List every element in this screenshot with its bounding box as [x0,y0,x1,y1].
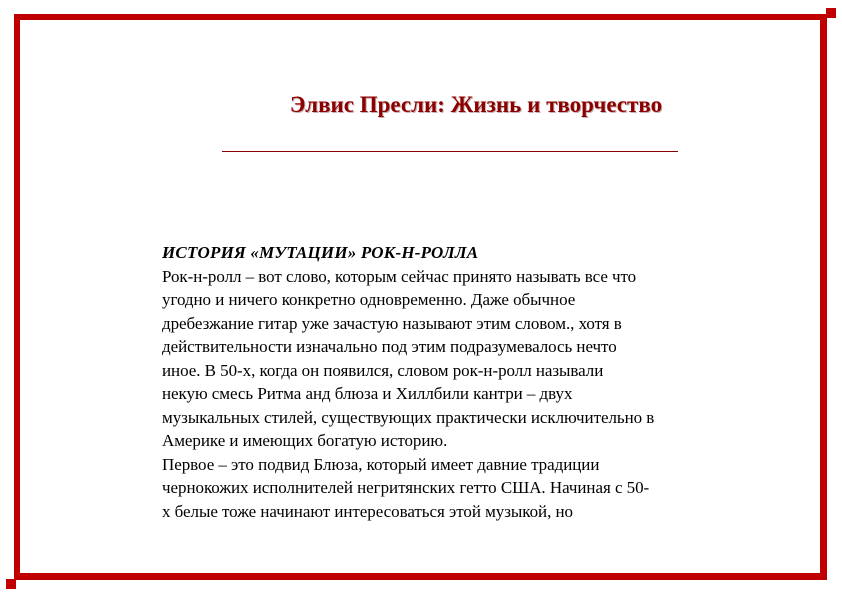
body-text-line: дребезжание гитар уже зачастую называют этим словом., хотя в [162,313,622,333]
body-text-line: чернокожих исполнителей негритянских гетто США. Начиная с 50- [162,478,650,497]
title-underline-rule [222,151,678,152]
body-text-line: иное. В 50-х, когда он появился, словом рок-н-ролл называли [162,360,604,380]
slide-content [162,241,742,523]
body-text-line: действительности изначально под этим подразумевалось нечто [162,337,617,356]
frame-corner-top-right [826,8,836,18]
slide-title: Элвис Пресли: Жизнь и творчество [289,92,663,117]
body-text-line: Рок-н-ролл – вот слово, которым сейчас принято называть все что [162,266,637,286]
body-text-line: Америке и имеющих богатую историю. [162,431,448,450]
body-text-line: некую смесь Ритма анд блюза и Хиллбили кантри – двух [162,384,573,403]
frame-corner-bottom-left [6,579,16,589]
body-text-line: угодно и ничего конкретно одновременно. Даже обычное [162,290,576,309]
body-text-line: Первое – это подвид Блюза, который имеет давние традиции [162,454,600,474]
body-text-line: х белые тоже начинают интересоваться этой музыкой, но [162,501,574,521]
section-heading: ИСТОРИЯ «МУТАЦИИ» РОК-Н-РОЛЛА [162,243,479,262]
body-text-line: музыкальных стилей, существующих практически исключительно в [162,407,655,427]
